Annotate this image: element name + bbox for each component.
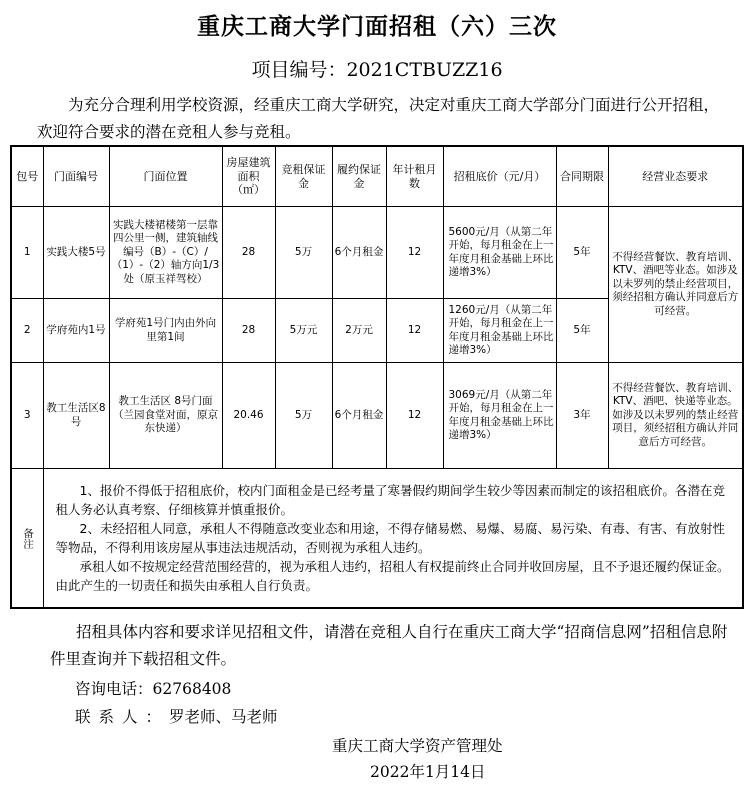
cell-pkg: 1	[11, 207, 43, 299]
project-number: 项目编号：2021CTBUZZ16	[251, 59, 503, 81]
footer-info: 招租具体内容和要求详见招租文件，请潜在竞租人自行在重庆工商大学“招商信息网”招租信息附件里查询并下载招租文件。	[50, 623, 728, 668]
cell-perf-deposit: 6个月租金	[332, 207, 386, 299]
cell-bid-deposit: 5万元	[275, 299, 332, 363]
cell-area: 20.46	[222, 363, 275, 469]
header-requirement: 经营业态要求	[608, 146, 743, 207]
cell-months: 12	[386, 207, 443, 299]
header-area: 房屋建筑面积（㎡）	[222, 146, 275, 207]
cell-bid-deposit: 5万	[275, 363, 332, 469]
header-unit: 门面编号	[43, 146, 109, 207]
cell-months: 12	[386, 299, 443, 363]
cell-area: 28	[222, 299, 275, 363]
contact-names: 罗老师、马老师	[169, 708, 278, 726]
cell-months: 12	[386, 363, 443, 469]
cell-pkg: 3	[11, 363, 43, 469]
table-header-row	[11, 146, 743, 207]
cell-base-price: 1260元/月（从第二年开始，每月租金在上一年度月租金基础上环比递增3%）	[443, 299, 556, 363]
cell-term: 5年	[556, 207, 608, 299]
cell-requirement: 不得经营餐饮、教育培训、KTV、酒吧、快递等业态。如涉及以未罗列的禁止经营项目，须经招租方确认并同意后方可经营。	[608, 363, 743, 469]
cell-pkg: 2	[11, 299, 43, 363]
cell-term: 3年	[556, 363, 608, 469]
cell-term: 5年	[556, 299, 608, 363]
notes-row	[11, 469, 743, 609]
cell-perf-deposit: 6个月租金	[332, 363, 386, 469]
note-2: 2、未经招租人同意，承租人不得随意改变业态和用途，不得存储易燃、易爆、易腐、易污染、有毒、有害、有放射性等物品，不得利用该房屋从事违法违规活动，否则视为承租人违约。	[55, 521, 725, 555]
issuing-org: 重庆工商大学资产管理处	[332, 737, 503, 755]
page-title: 重庆工商大学门面招租（六）三次	[197, 13, 557, 40]
header-bid-deposit: 竞租保证金	[275, 146, 332, 207]
cell-location: 实践大楼裙楼第一层靠四公里一侧，建筑轴线编号（B）-（C）/（1）-（2）轴方向1/3处（原玉祥驾校）	[109, 207, 222, 299]
cell-bid-deposit: 5万	[275, 207, 332, 299]
phone-number: 62768408	[152, 680, 232, 698]
table-row	[11, 363, 743, 469]
header-location: 门面位置	[109, 146, 222, 207]
cell-unit: 实践大楼5号	[43, 207, 109, 299]
phone-label: 咨询电话：	[75, 680, 153, 698]
issue-date: 2022年1月14日	[370, 763, 486, 781]
header-term: 合同期限	[556, 146, 608, 207]
header-pkg: 包号	[11, 146, 43, 207]
notes-content	[43, 469, 743, 609]
contact-label: 联系人：	[75, 708, 170, 726]
table-row	[11, 207, 743, 299]
cell-base-price: 3069元/月（从第二年开始，每月租金在上一年度月租金基础上环比递增3%）	[443, 363, 556, 469]
header-months: 年计租月数	[386, 146, 443, 207]
intro-paragraph: 为充分合理利用学校资源，经重庆工商大学研究，决定对重庆工商大学部分门面进行公开招租，欢迎符合要求的潜在竞租人参与竞租。	[37, 96, 720, 141]
contact-line	[75, 705, 754, 727]
cell-location: 学府苑1号门内由外向里第1间	[109, 299, 222, 363]
cell-base-price: 5600元/月（从第二年开始，每月租金在上一年度月租金基础上环比递增3%）	[443, 207, 556, 299]
cell-location: 教工生活区 8号门面（兰园食堂对面，原京东快递）	[109, 363, 222, 469]
note-3: 承租人如不按规定经营范围经营的，视为承租人违约，招租人有权提前终止合同并收回房屋，且不予退还履约保证金。由此产生的一切责任和损失由承租人自行负责。	[55, 559, 730, 593]
notes-label: 备注	[11, 469, 43, 609]
note-1: 1、报价不得低于招租底价，校内门面租金是已经考量了寒暑假约期间学生较少等因素而制定的该招租底价。各潜在竞租人务必认真考察、仔细核算并慎重报价。	[55, 483, 725, 517]
cell-unit: 教工生活区8号	[43, 363, 109, 469]
cell-perf-deposit: 2万元	[332, 299, 386, 363]
cell-area: 28	[222, 207, 275, 299]
header-base-price: 招租底价（元/月）	[443, 146, 556, 207]
phone-line	[75, 677, 754, 699]
header-perf-deposit: 履约保证金	[332, 146, 386, 207]
rental-table	[10, 145, 744, 609]
cell-unit: 学府苑内1号	[43, 299, 109, 363]
cell-requirement: 不得经营餐饮、教育培训、KTV、酒吧等业态。如涉及以未罗列的禁止经营项目，须经招租方确认并同意后方可经营。	[608, 207, 743, 363]
